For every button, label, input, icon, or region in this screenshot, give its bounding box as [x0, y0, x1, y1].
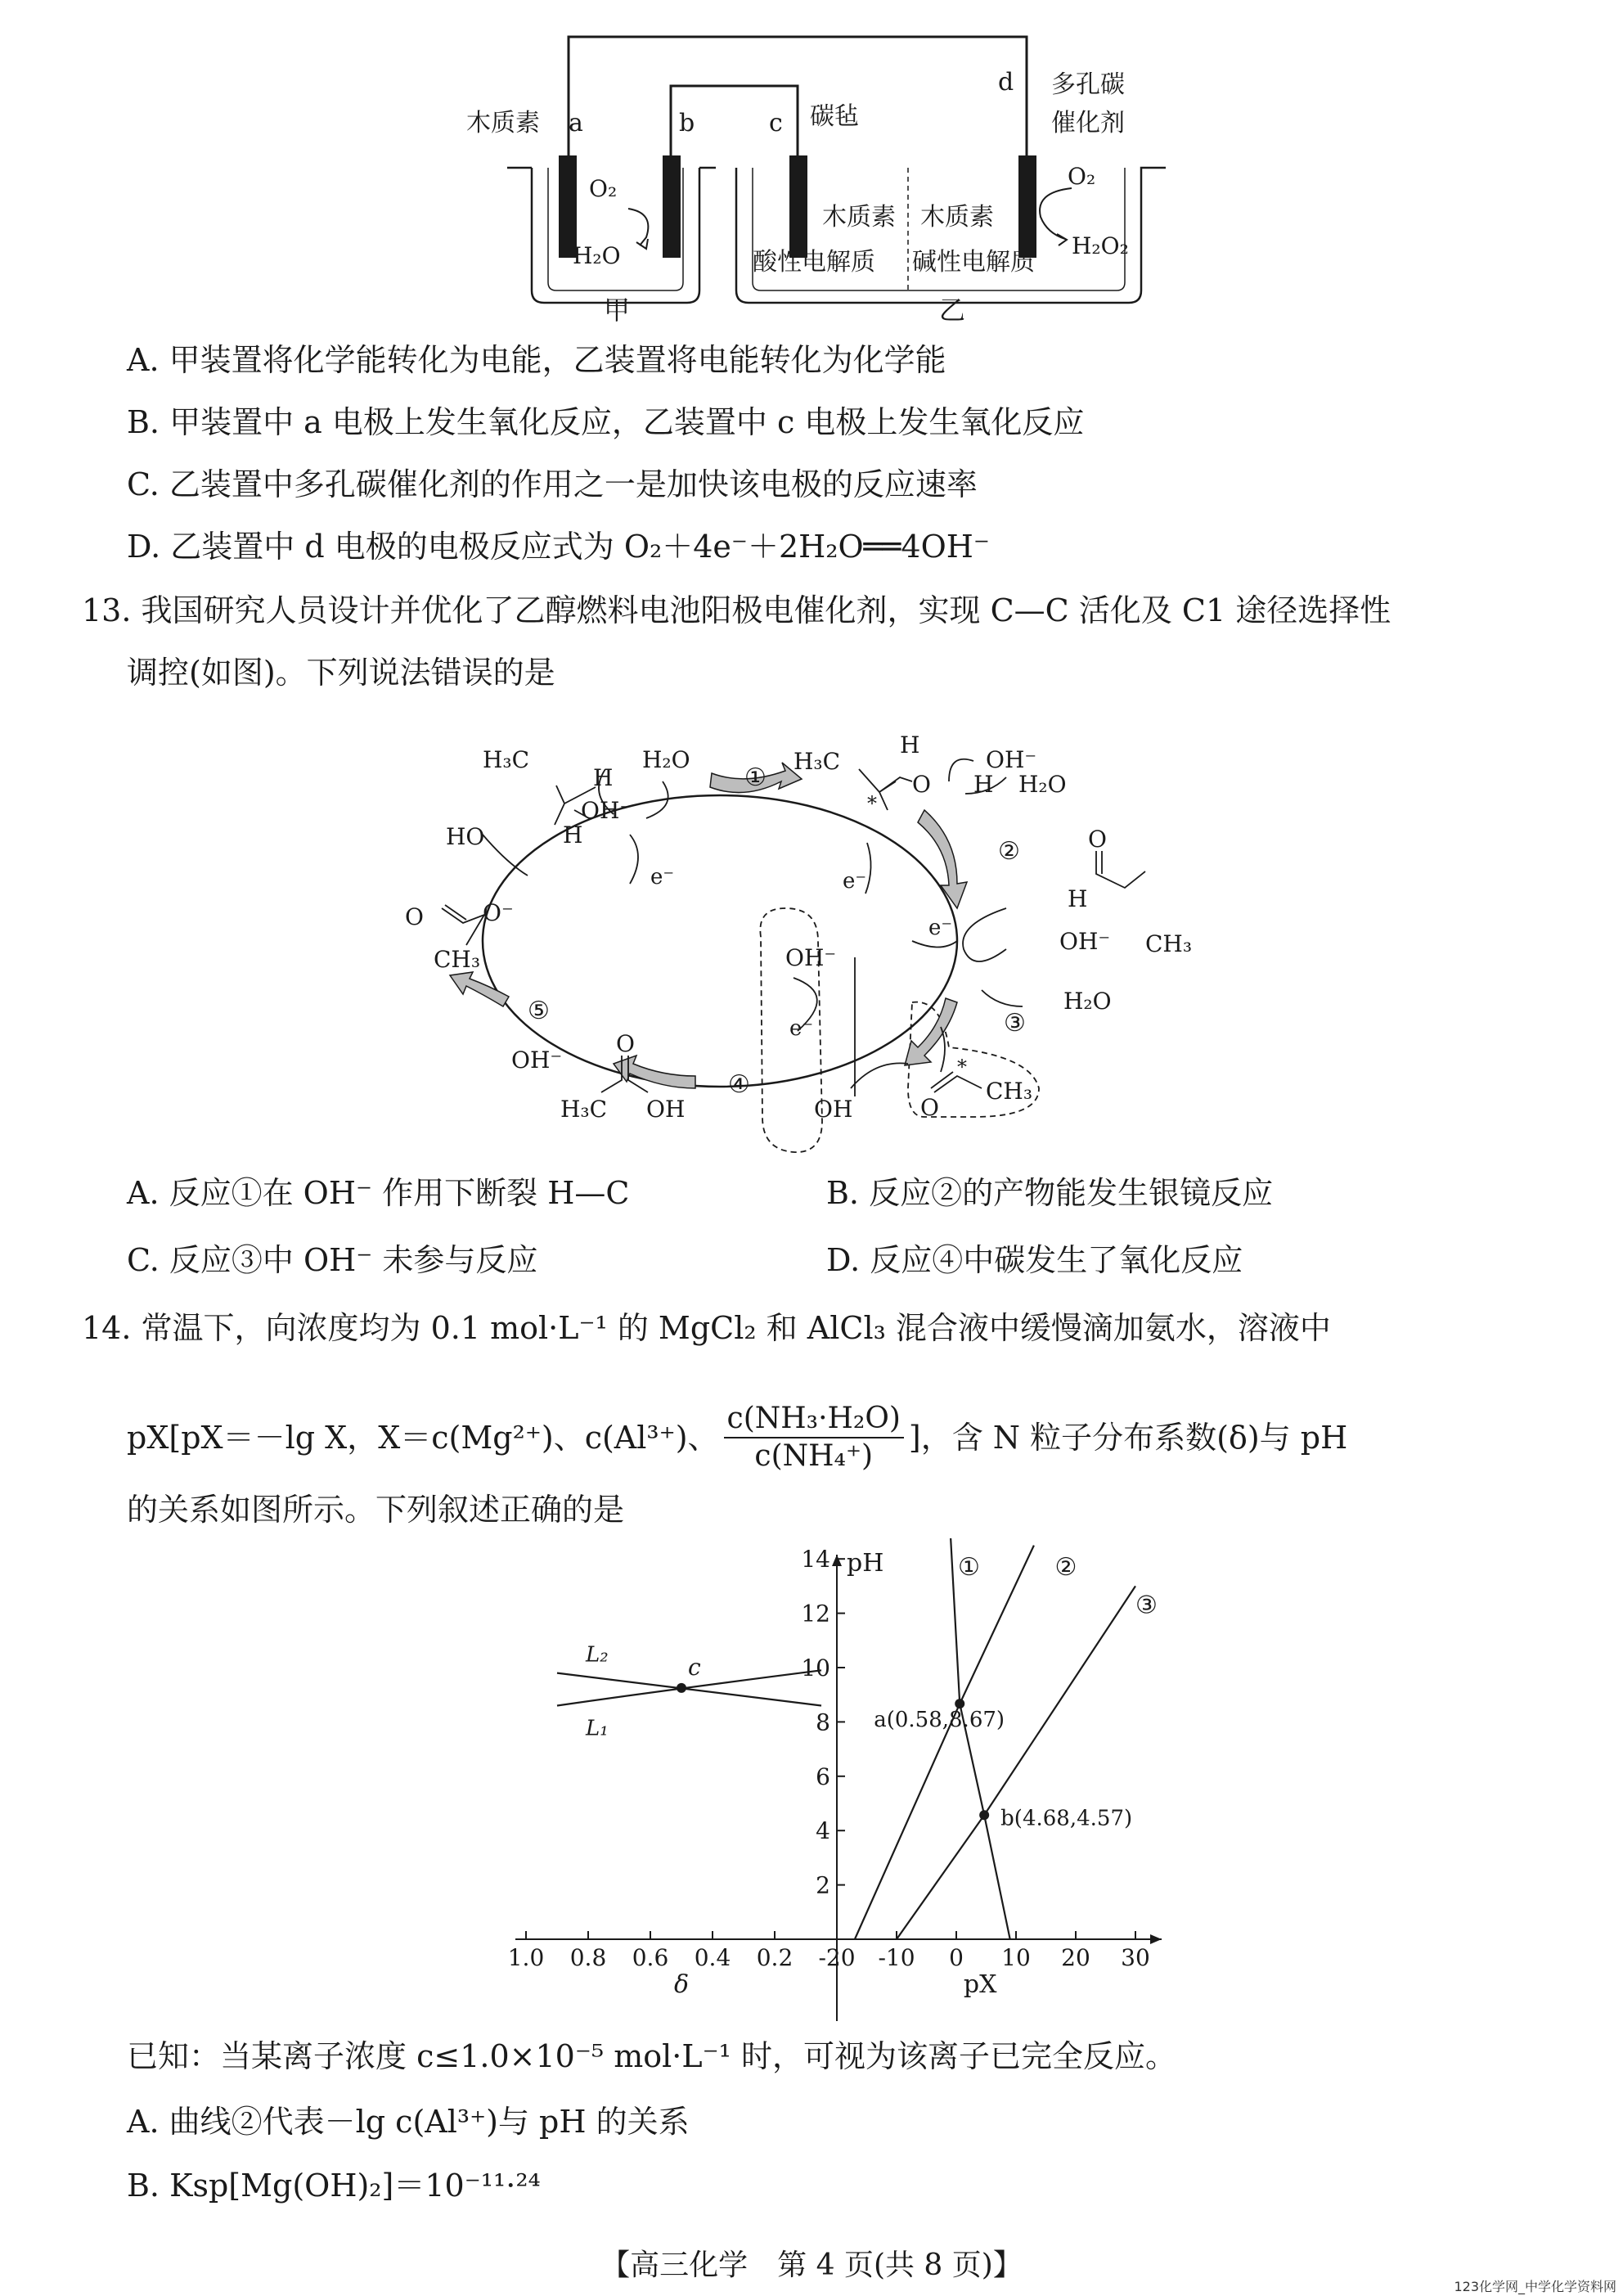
- q14-fraction: [724, 1401, 904, 1474]
- label-c: c: [769, 109, 783, 137]
- cyc-e-3: e⁻: [928, 916, 953, 940]
- label-o2-right: O₂: [1068, 163, 1096, 190]
- point-c-label: c: [688, 1653, 701, 1681]
- cyc-oh-minus-4: OH⁻: [511, 1047, 563, 1074]
- cyc-oh-acid: OH: [646, 1096, 686, 1123]
- cyc-ho: HO: [446, 823, 485, 850]
- page-footer: 【高三化学 第 4 页(共 8 页)】: [600, 2249, 1023, 2282]
- x-tick-label: -20: [818, 1944, 856, 1971]
- q14-option-a: A. 曲线②代表－lg c(Al³⁺)与 pH 的关系: [127, 2104, 690, 2140]
- y-tick-label: 6: [816, 1763, 830, 1790]
- cyc-oh-c: OH: [814, 1096, 853, 1123]
- cyc-step4: ④: [728, 1070, 750, 1099]
- label-h2o-left: H₂O: [573, 242, 621, 269]
- x-tick-label: 10: [1001, 1944, 1031, 1971]
- electrochem-figure: [425, 25, 1178, 327]
- q13-option-a: A. 反应①在 OH⁻ 作用下断裂 H—C: [127, 1175, 630, 1211]
- cyc-step2: ②: [998, 837, 1020, 866]
- q14-stem-line2: [127, 1401, 1347, 1474]
- label-felt: 碳毡: [810, 102, 859, 131]
- cyc-star-1: *: [867, 792, 877, 815]
- label-base: 碱性电解质: [912, 248, 1035, 277]
- label-d: d: [998, 68, 1014, 97]
- cyc-oh-minus-2: OH⁻: [986, 746, 1037, 773]
- q14-fraction-denominator: c(NH₄⁺): [754, 1439, 874, 1473]
- cyc-oh-minus-c: OH⁻: [785, 944, 837, 971]
- electrode-d: [1018, 155, 1036, 258]
- delta-tick-label: 0.4: [694, 1944, 731, 1971]
- cyc-h-o: H: [973, 771, 994, 798]
- cyc-h3c-2: H₃C: [794, 748, 841, 775]
- series-line-2: [855, 1546, 1034, 1939]
- q13-option-b: B. 反应②的产物能发生银镜反应: [826, 1175, 1274, 1211]
- cyc-h-mid: H: [563, 822, 583, 849]
- cyc-step3: ③: [1004, 1009, 1026, 1038]
- label-yi: 乙: [939, 295, 966, 326]
- q12-option-d: D. 乙装置中 d 电极的电极反应式为 O₂＋4e⁻＋2H₂O══4OH⁻: [127, 529, 990, 565]
- cyc-oh-minus-3: OH⁻: [1059, 928, 1111, 955]
- x-tick-label: 20: [1061, 1944, 1090, 1971]
- label-wood-a: 木质素: [466, 109, 540, 137]
- q14-stem-line3: 的关系如图所示。下列叙述正确的是: [127, 1492, 625, 1528]
- watermark: 123化学网_中学化学资料网: [1454, 2279, 1616, 2294]
- series-label-3: ③: [1135, 1591, 1158, 1620]
- q13-option-c: C. 反应③中 OH⁻ 未参与反应: [127, 1242, 538, 1278]
- cyc-o-acetate: O: [405, 903, 424, 930]
- q13-stem-line2: 调控(如图)。下列说法错误的是: [127, 655, 555, 691]
- series-line-1: [951, 1538, 1010, 1939]
- delta-tick-label: 0.8: [569, 1944, 607, 1971]
- q14-stem-line2-suffix: ]，含 N 粒子分布系数(δ)与 pH: [908, 1420, 1348, 1456]
- y-tick-label: 8: [816, 1708, 830, 1736]
- q14-stem-line1: 14. 常温下，向浓度均为 0.1 mol·L⁻¹ 的 MgCl₂ 和 AlCl₃ 混合液中缓慢滴加氨水，溶液中: [82, 1310, 1331, 1346]
- cyc-h2o-1: H₂O: [642, 746, 690, 773]
- q12-option-c: C. 乙装置中多孔碳催化剂的作用之一是加快该电极的反应速率: [127, 466, 978, 502]
- x-tick-label: 30: [1121, 1944, 1150, 1971]
- y-tick-label: 10: [801, 1654, 830, 1681]
- cyc-h-2: H: [900, 732, 920, 759]
- cyc-h2o-2: H₂O: [1018, 771, 1067, 798]
- electrode-b: [663, 155, 681, 258]
- label-jia: 甲: [604, 295, 631, 326]
- series-label-1: ①: [958, 1553, 980, 1582]
- cyc-o-minus: O⁻: [483, 899, 514, 926]
- q14-option-b: B. Ksp[Mg(OH)₂]＝10⁻¹¹·²⁴: [127, 2168, 541, 2204]
- label-wood-mid-r: 木质素: [920, 203, 994, 232]
- y-tick-label: 2: [816, 1871, 830, 1899]
- point-b: [979, 1810, 989, 1820]
- q12-option-a: A. 甲装置将化学能转化为电能，乙装置将电能转化为化学能: [127, 342, 946, 378]
- cyc-oh-minus-1: OH⁻: [581, 797, 632, 824]
- cyc-step1: ①: [744, 763, 767, 792]
- label-a: a: [569, 109, 583, 137]
- cyc-e-c: e⁻: [789, 1016, 814, 1041]
- x-tick-label: -10: [878, 1944, 915, 1971]
- cyc-o-acyl: O: [920, 1094, 939, 1121]
- ph-axis-label: pH: [847, 1549, 884, 1578]
- label-porous: 多孔碳: [1051, 70, 1125, 99]
- series-label-L1: L₁: [586, 1716, 609, 1741]
- series-label-L2: L₂: [586, 1642, 609, 1668]
- q12-option-b: B. 甲装置中 a 电极上发生氧化反应，乙装置中 c 电极上发生氧化反应: [127, 404, 1085, 440]
- label-h2o2: H₂O₂: [1072, 232, 1129, 259]
- delta-tick-label: 0.6: [632, 1944, 669, 1971]
- ph-px-chart: [507, 1538, 1178, 2037]
- series-label-2: ②: [1054, 1553, 1077, 1582]
- cyc-star-2: *: [957, 1056, 967, 1078]
- cyc-h2o-3: H₂O: [1063, 988, 1112, 1015]
- cyc-e-2: e⁻: [843, 869, 867, 894]
- catalytic-cycle-figure: [384, 704, 1252, 1162]
- cyc-ch3-acyl: CH₃: [986, 1078, 1033, 1105]
- delta-axis-label: δ: [673, 1970, 690, 1999]
- series-line-3: [897, 1586, 1135, 1939]
- q13-option-d: D. 反应④中碳发生了氧化反应: [826, 1242, 1243, 1278]
- q13-stem-line1: 13. 我国研究人员设计并优化了乙醇燃料电池阳极电催化剂，实现 C—C 活化及 C1 途径选择性: [82, 592, 1391, 628]
- cyc-ch3-ald: CH₃: [1145, 930, 1193, 957]
- q14-fraction-numerator: c(NH₃·H₂O): [724, 1401, 904, 1438]
- label-catalyst: 催化剂: [1051, 109, 1125, 137]
- point-c: [677, 1683, 686, 1693]
- y-tick-label: 12: [801, 1600, 830, 1627]
- x-tick-label: 0: [949, 1944, 964, 1971]
- cyc-e-1: e⁻: [650, 865, 675, 889]
- y-tick-label: 4: [816, 1817, 830, 1845]
- px-axis-label: pX: [963, 1970, 997, 1999]
- cyc-o-acid: O: [616, 1030, 635, 1057]
- cyc-h-ald: H: [1068, 885, 1088, 912]
- point-a-label: a(0.58,8.67): [874, 1708, 1005, 1733]
- cyc-o-ald: O: [1088, 826, 1107, 853]
- delta-tick-label: 0.2: [756, 1944, 794, 1971]
- delta-tick-label: 1.0: [507, 1944, 545, 1971]
- q14-known: 已知：当某离子浓度 c≤1.0×10⁻⁵ mol·L⁻¹ 时，可视为该离子已完全反应。: [127, 2038, 1176, 2074]
- y-tick-label: 14: [801, 1546, 830, 1573]
- label-wood-mid-l: 木质素: [822, 203, 896, 232]
- point-b-label: b(4.68,4.57): [1000, 1806, 1133, 1831]
- label-b: b: [679, 109, 695, 137]
- label-acid: 酸性电解质: [753, 248, 875, 277]
- label-o2-left: O₂: [589, 175, 618, 202]
- cyc-h-top: H: [593, 764, 614, 791]
- cyc-h3c-top: H₃C: [483, 746, 530, 773]
- cyc-h3c-acid: H₃C: [560, 1096, 608, 1123]
- electrode-c: [789, 155, 807, 258]
- cyc-step5: ⑤: [528, 997, 550, 1025]
- cyc-o-2: O: [912, 771, 931, 798]
- q14-stem-line2-prefix: pX[pX＝－lg X，X＝c(Mg²⁺)、c(Al³⁺)、: [127, 1420, 719, 1456]
- cyc-ch3-acetate: CH₃: [434, 946, 481, 973]
